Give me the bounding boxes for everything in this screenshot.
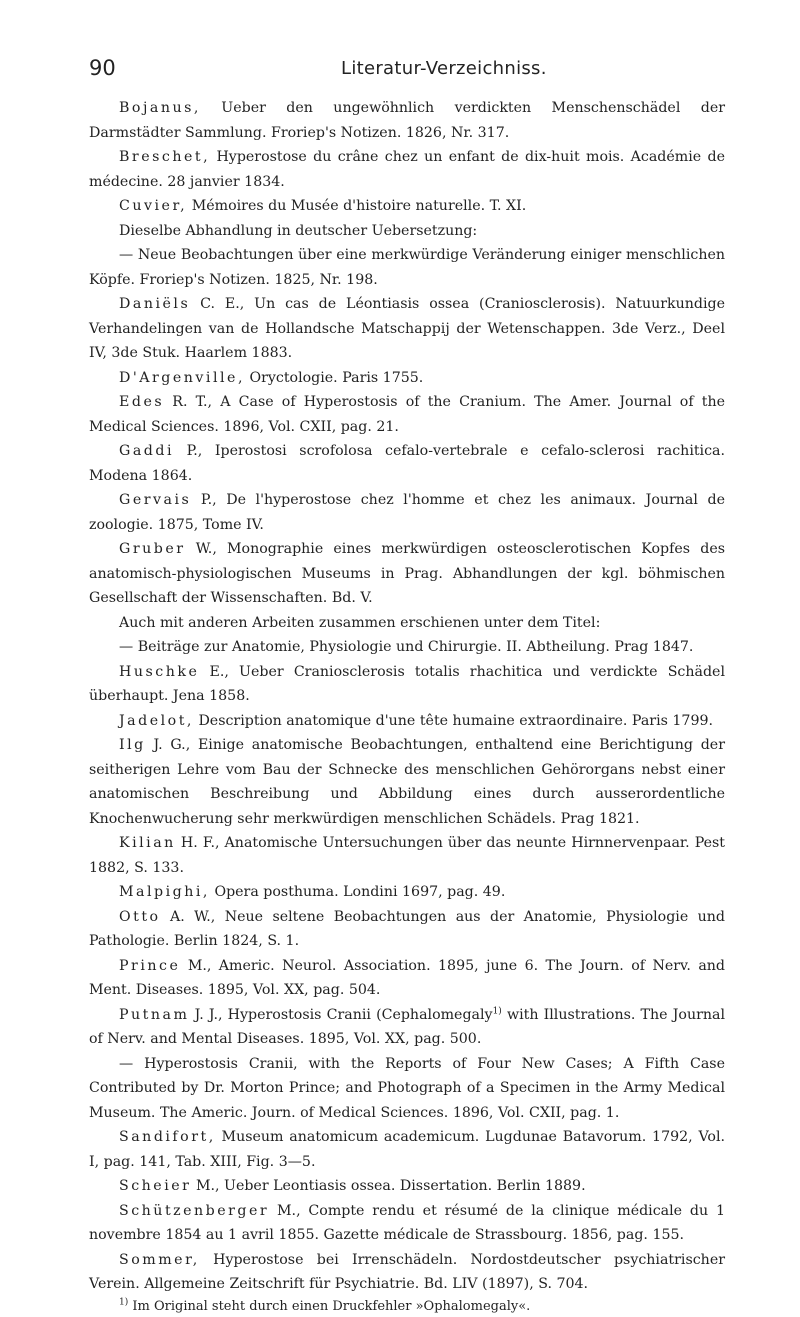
bibliography-entry bbox=[89, 292, 725, 366]
bibliography-entry bbox=[89, 660, 725, 709]
footnote-mark: 1) bbox=[119, 1297, 129, 1308]
entry-author: Gervais bbox=[119, 492, 192, 508]
bibliography-entry bbox=[89, 1248, 725, 1297]
entry-text: Description anatomique d'une tête humaine extraordinaire. Paris 1799. bbox=[198, 712, 714, 729]
entry-text: M., Americ. Neurol. Association. 1895, june 6. The Journ. of Nerv. and Ment. Diseases. 1895, Vol. XX, pag. 504. bbox=[89, 957, 726, 998]
bibliography-entry bbox=[89, 537, 725, 611]
bibliography-entry bbox=[89, 954, 725, 1003]
bibliography-entry bbox=[89, 905, 725, 954]
entry-text: P., De l'hyperostose chez l'homme et chez les animaux. Journal de zoologie. 1875, Tome IV. bbox=[89, 492, 725, 533]
entry-text: M., Ueber Leontiasis ossea. Dissertation. Berlin 1889. bbox=[195, 1178, 586, 1194]
bibliography-entry bbox=[89, 880, 725, 905]
entry-text: H. F., Anatomische Untersuchungen über das neunte Hirnnervenpaar. Pest 1882, S. 133. bbox=[89, 835, 725, 876]
entry-author: Huschke bbox=[119, 663, 200, 680]
entry-author: Putnam bbox=[119, 1006, 190, 1023]
entry-text: with Illustrations. The Journal of Nerv. and Mental Diseases. 1895, Vol. XX, pag. 500. bbox=[89, 1006, 725, 1047]
entry-text: Mémoires du Musée d'histoire naturelle. T. XI. bbox=[191, 198, 527, 214]
entry-text: W., Monographie eines merkwürdigen osteosclerotischen Kopfes des anatomisch-physiologischen Museums in Prag. Abhandlungen der kgl. böhmischen Gesellschaft der Wissenschaften. Bd. V. bbox=[89, 541, 725, 606]
entry-author: Edes bbox=[119, 394, 165, 410]
entry-author: Ilg bbox=[119, 737, 146, 753]
entry-text: P., Iperostosi scrofolosa cefalo-vertebrale e cefalo-sclerosi rachitica. Modena 1864. bbox=[89, 443, 726, 484]
entry-text: Oryctologie. Paris 1755. bbox=[249, 369, 424, 386]
bibliography-entry bbox=[89, 243, 725, 292]
entry-author: Sommer, bbox=[119, 1251, 200, 1268]
bibliography-entry bbox=[89, 390, 725, 439]
entry-author: Scheier bbox=[119, 1178, 192, 1194]
entry-author: Malpighi, bbox=[119, 884, 210, 900]
bibliography-entry bbox=[89, 831, 725, 880]
entry-text: Auch mit anderen Arbeiten zusammen erschienen unter dem Titel: bbox=[119, 614, 601, 631]
entry-text: — Neue Beobachtungen über eine merkwürdige Veränderung einiger menschlichen Köpfe. Froriep's Notizen. 1825, Nr. 198. bbox=[89, 247, 725, 288]
footnote bbox=[89, 1297, 725, 1317]
page-header bbox=[89, 56, 729, 86]
entry-text: E., Ueber Craniosclerosis totalis rhachitica und verdickte Schädel überhaupt. Jena 1858. bbox=[89, 663, 725, 704]
entry-author: Breschet, bbox=[119, 149, 211, 165]
entry-text: J. J., Hyperostosis Cranii (Cephalomegaly bbox=[194, 1006, 493, 1023]
entry-author: Sandifort, bbox=[119, 1129, 216, 1145]
bibliography-entry bbox=[89, 1174, 725, 1199]
bibliography-note bbox=[89, 219, 725, 244]
bibliography-list bbox=[89, 96, 725, 1317]
entry-text: C. E., Un cas de Léontiasis ossea (Craniosclerosis). Natuurkundige Verhandelingen van de Hollandsche Matschappij der Wetenschappen. 3de Verz., Deel IV, 3de Stuk. Haarlem 1883. bbox=[89, 296, 725, 361]
running-title: Literatur-Verzeichniss. bbox=[341, 58, 547, 79]
entry-author: Schützenberger bbox=[119, 1202, 270, 1219]
entry-text: A. W., Neue seltene Beobachtungen aus der Anatomie, Physiologie und Pathologie. Berlin 1824, S. 1. bbox=[89, 908, 726, 949]
bibliography-entry bbox=[89, 1199, 725, 1248]
entry-author: Daniëls bbox=[119, 296, 191, 312]
bibliography-entry bbox=[89, 1125, 725, 1174]
entry-author: Cuvier, bbox=[119, 198, 188, 214]
entry-author: Gaddi bbox=[119, 443, 174, 459]
footnote-marker: 1) bbox=[492, 1005, 502, 1016]
bibliography-entry bbox=[89, 733, 725, 831]
bibliography-entry bbox=[89, 366, 725, 391]
entry-author: D'Argenville, bbox=[119, 369, 245, 386]
entry-author: Gruber bbox=[119, 541, 186, 557]
entry-author: Otto bbox=[119, 908, 161, 925]
bibliography-entry bbox=[89, 488, 725, 537]
entry-text: Dieselbe Abhandlung in deutscher Uebersetzung: bbox=[119, 222, 478, 239]
bibliography-entry bbox=[89, 1052, 725, 1126]
entry-author: Kilian bbox=[119, 835, 176, 851]
bibliography-entry bbox=[89, 194, 725, 219]
entry-text: Hyperostose bei Irrenschädeln. Nordostdeutscher psychiatrischer Verein. Allgemeine Zeitschrift für Psychiatrie. Bd. LIV (1897), S. 704. bbox=[89, 1251, 725, 1292]
entry-author: Jadelot, bbox=[119, 712, 194, 729]
entry-text: Ueber den ungewöhnlich verdickten Menschenschädel der Darmstädter Sammlung. Froriep's Notizen. 1826, Nr. 317. bbox=[89, 100, 726, 141]
entry-author: Bojanus, bbox=[119, 100, 201, 116]
entry-text: M., Compte rendu et résumé de la clinique médicale du 1 novembre 1854 au 1 avril 1855. Gazette médicale de Strassbourg. 1856, pag. 155. bbox=[89, 1202, 726, 1243]
entry-text: — Hyperostosis Cranii, with the Reports of Four New Cases; A Fifth Case Contributed by Dr. Morton Prince; and Photograph of a Specimen in the Army Medical Museum. The Americ. Journ. of Medical Sciences. 1896, Vol. CXII, pag. 1. bbox=[89, 1055, 725, 1121]
entry-text: — Beiträge zur Anatomie, Physiologie und Chirurgie. II. Abtheilung. Prag 1847. bbox=[119, 639, 694, 655]
entry-text: R. T., A Case of Hyperostosis of the Cranium. The Amer. Journal of the Medical Sciences. 1896, Vol. CXII, pag. 21. bbox=[89, 394, 725, 435]
entry-text: Hyperostose du crâne chez un enfant de dix-huit mois. Académie de médecine. 28 janvier 1834. bbox=[89, 149, 725, 190]
footnote-text: Im Original steht durch einen Druckfehler »Ophalomegaly«. bbox=[128, 1298, 531, 1314]
bibliography-note bbox=[89, 611, 725, 636]
bibliography-entry bbox=[89, 1003, 725, 1052]
bibliography-entry bbox=[89, 96, 725, 145]
bibliography-entry bbox=[89, 439, 725, 488]
entry-text: Museum anatomicum academicum. Lugdunae Batavorum. 1792, Vol. I, pag. 141, Tab. XIII, Fig. 3—5. bbox=[89, 1129, 725, 1170]
entry-author: Prince bbox=[119, 957, 181, 974]
bibliography-entry bbox=[89, 709, 725, 734]
entry-text: J. G., Einige anatomische Beobachtungen, enthaltend eine Berichtigung der seitherigen Lehre vom Bau der Schnecke des menschlichen Gehörorgans nebst einer anatomischen Beschreibung und Abbildung eines durch ausserordentliche Knochenwucherung sehr merkwürdigen menschlichen Schädels. Prag 1821. bbox=[89, 737, 725, 827]
page-number: 90 bbox=[89, 56, 116, 80]
bibliography-entry bbox=[89, 145, 725, 194]
entry-text: Opera posthuma. Londini 1697, pag. 49. bbox=[214, 884, 506, 900]
bibliography-entry bbox=[89, 635, 725, 660]
